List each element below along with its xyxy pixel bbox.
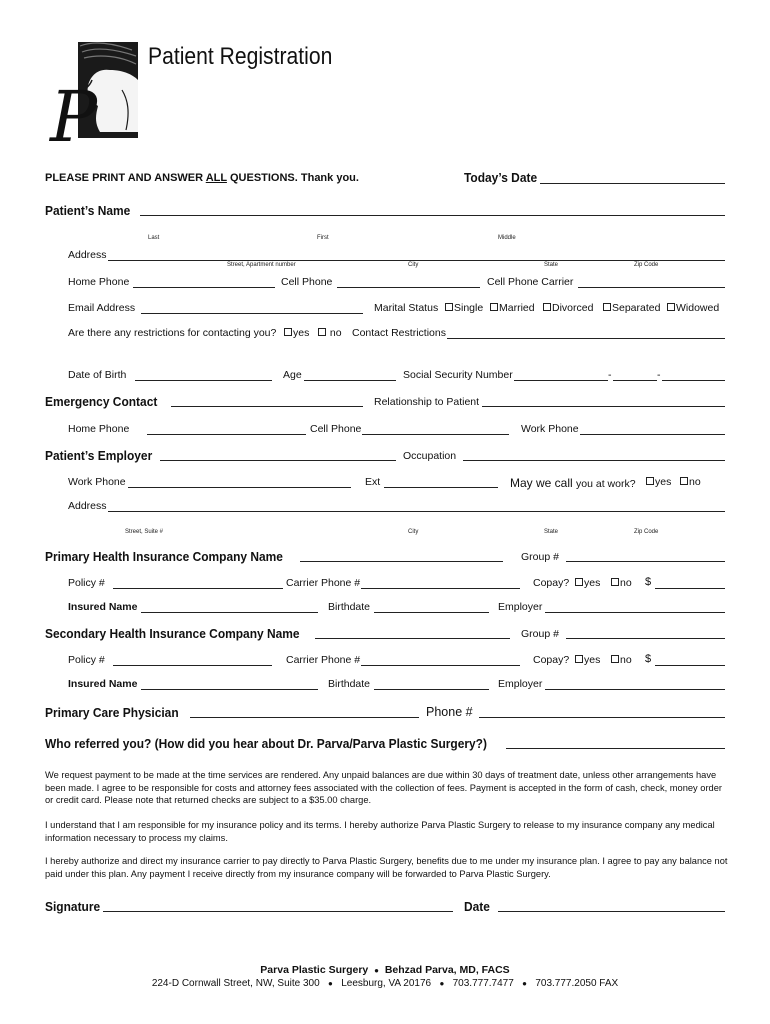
employer-sub-zip: Zip Code (634, 529, 659, 535)
name-sub-last: Last (148, 235, 160, 241)
marital-married[interactable]: Married (490, 302, 535, 314)
emergency-home-phone-field[interactable] (147, 434, 306, 435)
patient-name-field[interactable] (140, 215, 725, 216)
primary-insurance-label: Primary Health Insurance Company Name (45, 549, 283, 564)
ssn-dash-2: - (657, 369, 661, 381)
secondary-insurance-field[interactable] (315, 638, 510, 639)
checkbox-icon[interactable] (445, 303, 453, 311)
address-sub-state: State (544, 262, 559, 268)
patient-address-field[interactable] (108, 260, 725, 261)
primary-insured-label: Insured Name (68, 601, 138, 613)
practice-logo (40, 40, 140, 158)
secondary-copay-amount-field[interactable] (655, 665, 725, 666)
secondary-dollar-sign: $ (645, 653, 652, 665)
marital-status-label: Marital Status (374, 302, 439, 314)
name-sub-first: First (317, 235, 329, 241)
employer-work-phone-field[interactable] (128, 487, 351, 488)
emergency-home-phone-label: Home Phone (68, 423, 130, 435)
todays-date-label: Today’s Date (464, 170, 538, 185)
cell-phone-label: Cell Phone (281, 276, 333, 288)
age-field[interactable] (304, 380, 396, 381)
checkbox-icon[interactable] (575, 578, 583, 586)
secondary-policy-field[interactable] (113, 665, 272, 666)
checkbox-icon[interactable] (284, 328, 292, 336)
secondary-birthdate-field[interactable] (374, 689, 489, 690)
checkbox-icon[interactable] (490, 303, 498, 311)
primary-care-physician-label: Primary Care Physician (45, 705, 179, 720)
address-sub-city: City (408, 262, 419, 268)
primary-dollar-sign: $ (645, 576, 652, 588)
primary-insurance-field[interactable] (300, 561, 503, 562)
signature-date-field[interactable] (498, 911, 725, 912)
emergency-work-phone-label: Work Phone (521, 423, 579, 435)
primary-copay-amount-field[interactable] (655, 588, 725, 589)
signature-date-label: Date (464, 899, 490, 914)
employer-sub-city: City (408, 529, 419, 535)
emergency-contact-field[interactable] (171, 406, 363, 407)
home-phone-field[interactable] (133, 287, 275, 288)
footer-contact-line: 224-D Cornwall Street, NW, Suite 300 ● Leesburg, VA 20176 ● 703.777.7477 ● 703.777.2050 FAX (151, 978, 619, 989)
employer-address-field[interactable] (108, 511, 725, 512)
checkbox-icon[interactable] (318, 328, 326, 336)
occupation-label: Occupation (403, 450, 457, 462)
referral-label: Who referred you? (How did you hear about Dr. Parva/Parva Plastic Surgery?) (45, 736, 487, 751)
emergency-cell-phone-field[interactable] (362, 434, 509, 435)
ssn-field-3[interactable] (662, 380, 725, 381)
ssn-label: Social Security Number (403, 369, 513, 381)
primary-carrier-phone-label: Carrier Phone # (286, 577, 361, 589)
employer-address-label: Address (68, 500, 107, 512)
ext-field[interactable] (384, 487, 498, 488)
relationship-label: Relationship to Patient (374, 396, 480, 408)
secondary-birthdate-label: Birthdate (328, 678, 371, 690)
restrictions-no[interactable]: no (318, 327, 342, 339)
restrictions-yes[interactable]: yes (284, 327, 309, 339)
home-phone-label: Home Phone (68, 276, 130, 288)
secondary-insured-field[interactable] (141, 689, 318, 690)
physician-phone-field[interactable] (479, 717, 725, 718)
primary-group-label: Group # (521, 551, 559, 563)
secondary-insured-label: Insured Name (68, 678, 138, 690)
checkbox-icon[interactable] (667, 303, 675, 311)
may-call-no[interactable]: no (680, 476, 701, 488)
address-label: Address (68, 249, 107, 261)
dob-field[interactable] (135, 380, 272, 381)
secondary-employer-field[interactable] (545, 689, 725, 690)
employer-work-phone-label: Work Phone (68, 476, 126, 488)
emergency-work-phone-field[interactable] (580, 434, 725, 435)
primary-birthdate-field[interactable] (374, 612, 489, 613)
assignment-of-benefits-paragraph: I hereby authorize and direct my insurance carrier to pay directly to Parva Plastic Surgery, benefits due to me under my insurance plan. I agree to pay any balance not paid under this plan. Any payment I receive directly from my insurance company will be forwarded to Parva Plastic Surgery. (45, 856, 728, 879)
instruction-text: PLEASE PRINT AND ANSWER ALL QUESTIONS. Thank you. (45, 172, 359, 184)
secondary-carrier-phone-label: Carrier Phone # (286, 654, 361, 666)
ext-label: Ext (365, 476, 381, 488)
referral-field[interactable] (506, 748, 725, 749)
emergency-contact-label: Emergency Contact (45, 394, 158, 409)
secondary-group-label: Group # (521, 628, 559, 640)
name-sub-middle: Middle (498, 235, 516, 241)
address-sub-street: Street, Apartment number (227, 262, 296, 268)
marital-separated[interactable]: Separated (603, 302, 660, 314)
payment-policy-paragraph: We request payment to be made at the time services are rendered. Any unpaid balances are due within 30 days of treatment date, unless other arrangements have been made. I agree to be responsible for costs and attorney fees associated with the collection of fees. Payment is accepted in the form of cash, check, money order or credit card. Please note that returned checks are subject to a $35.00 charge. (45, 770, 722, 805)
relationship-field[interactable] (482, 406, 725, 407)
primary-care-physician-field[interactable] (190, 717, 419, 718)
checkbox-icon[interactable] (680, 477, 688, 485)
secondary-copay-label: Copay? (533, 654, 570, 666)
age-label: Age (283, 369, 302, 381)
address-sub-zip: Zip Code (634, 262, 659, 268)
physician-phone-label: Phone # (426, 705, 473, 719)
may-call-label: May we call you at work? (510, 476, 636, 490)
occupation-field[interactable] (463, 460, 725, 461)
checkbox-icon[interactable] (603, 303, 611, 311)
secondary-employer-label: Employer (498, 678, 543, 690)
marital-single[interactable]: Single (445, 302, 483, 314)
marital-divorced[interactable]: Divorced (543, 302, 593, 314)
ssn-field-2[interactable] (613, 380, 657, 381)
cell-carrier-field[interactable] (578, 287, 725, 288)
employer-label: Patient’s Employer (45, 448, 153, 463)
primary-policy-field[interactable] (113, 588, 283, 589)
primary-carrier-phone-field[interactable] (361, 588, 520, 589)
primary-group-field[interactable] (566, 561, 725, 562)
todays-date-field[interactable] (540, 183, 725, 184)
employer-sub-street: Street, Suite # (125, 529, 164, 535)
may-call-yes[interactable]: yes (646, 476, 671, 488)
email-label: Email Address (68, 302, 136, 314)
ssn-field-1[interactable] (514, 380, 608, 381)
footer-practice-line: Parva Plastic Surgery ● Behzad Parva, MD, FACS (260, 964, 510, 976)
primary-employer-field[interactable] (545, 612, 725, 613)
primary-copay-no[interactable]: no (611, 577, 632, 589)
ssn-dash-1: - (608, 369, 612, 381)
secondary-copay-no[interactable]: no (611, 654, 632, 666)
checkbox-icon[interactable] (611, 578, 619, 586)
patient-name-label: Patient’s Name (45, 203, 131, 218)
cell-carrier-label: Cell Phone Carrier (487, 276, 574, 288)
checkbox-icon[interactable] (611, 655, 619, 663)
checkbox-icon[interactable] (575, 655, 583, 663)
signature-field[interactable] (103, 911, 453, 912)
secondary-policy-label: Policy # (68, 654, 105, 666)
primary-birthdate-label: Birthdate (328, 601, 371, 613)
secondary-copay-yes[interactable]: yes (575, 654, 600, 666)
checkbox-icon[interactable] (646, 477, 654, 485)
employer-sub-state: State (544, 529, 559, 535)
contact-restrictions-label: Contact Restrictions (352, 327, 446, 339)
primary-policy-label: Policy # (68, 577, 105, 589)
marital-widowed[interactable]: Widowed (667, 302, 719, 314)
insurance-authorization-paragraph: I understand that I am responsible for my insurance policy and its terms. I hereby authorize Parva Plastic Surgery to release to my insurance company any medical information necessary to process my claims. (45, 820, 715, 843)
contact-restrictions-field[interactable] (447, 338, 725, 339)
secondary-group-field[interactable] (566, 638, 725, 639)
secondary-carrier-phone-field[interactable] (361, 665, 520, 666)
page-title: Patient Registration (148, 43, 333, 70)
cell-phone-field[interactable] (337, 287, 480, 288)
secondary-insurance-label: Secondary Health Insurance Company Name (45, 626, 300, 641)
primary-copay-label: Copay? (533, 577, 570, 589)
primary-copay-yes[interactable]: yes (575, 577, 600, 589)
employer-field[interactable] (160, 460, 396, 461)
checkbox-icon[interactable] (543, 303, 551, 311)
primary-insured-field[interactable] (141, 612, 318, 613)
logo-letter: P (50, 76, 98, 158)
dob-label: Date of Birth (68, 369, 127, 381)
email-field[interactable] (141, 313, 363, 314)
signature-label: Signature (45, 899, 101, 914)
emergency-cell-phone-label: Cell Phone (310, 423, 362, 435)
primary-employer-label: Employer (498, 601, 543, 613)
restrictions-label: Are there any restrictions for contacting you? (68, 327, 277, 339)
